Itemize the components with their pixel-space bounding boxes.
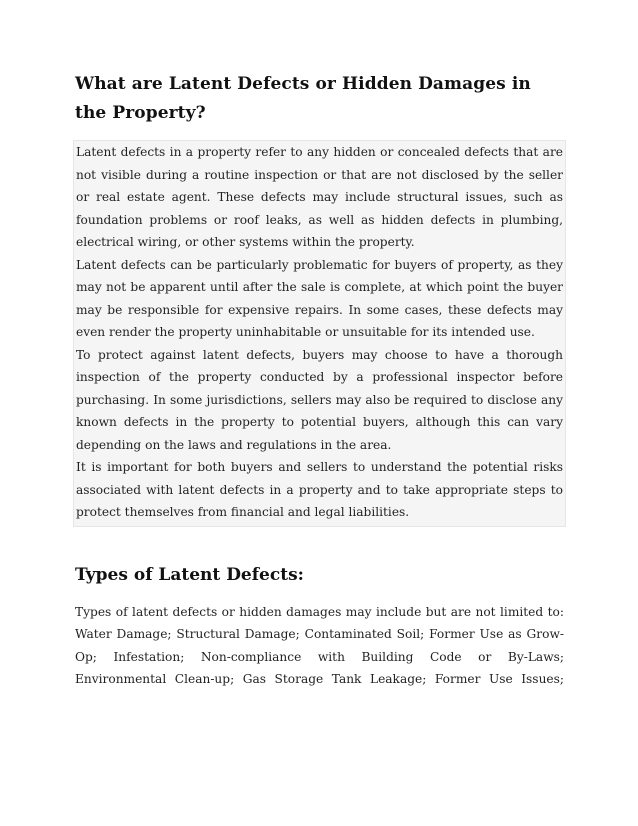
section-heading-types: Types of Latent Defects: (75, 564, 304, 585)
paragraph-definition: Latent defects in a property refer to any hidden or concealed defects that are not visible during a routine inspection or that are not disclosed by the seller or real estate agent. These defects may include structural issues, such as foundation problems or roof leaks, as well as hidden defects in plumbing, electrical wiring, or other systems within the property. (76, 145, 563, 249)
paragraph-types-list: Types of latent defects or hidden damages may include but are not limited to: Water Damage; Structural Damage; Contaminated Soil; Former Use as Grow-Op; Infestation; Non-compliance with Building Code or By-Laws; Environmental Clean-up; Gas Storage Tank Leakage; Former Use Issues; (75, 604, 564, 686)
paragraph-buyer-problems: Latent defects can be particularly problematic for buyers of property, as they may not be apparent until after the sale is complete, at which point the buyer may be responsible for expensive repairs. In some cases, these defects may even render the property uninhabitable or unsuitable for its intended use. (76, 257, 563, 339)
paragraph-importance: It is important for both buyers and sellers to understand the potential risks associated with latent defects in a property and to take appropriate steps to protect themselves from financial and legal liabilities. (76, 460, 563, 519)
paragraph-protection: To protect against latent defects, buyers may choose to have a thorough inspection of the property conducted by a professional inspector before purchasing. In some jurisdictions, sellers may also be required to disclose any known defects in the property to potential buyers, although this can vary depending on the laws and regulations in the area. (76, 347, 563, 452)
document-page (75, 70, 564, 691)
section-heading-latent-defects: What are Latent Defects or Hidden Damages in the Property? (75, 74, 531, 123)
highlighted-text-block (73, 140, 566, 527)
